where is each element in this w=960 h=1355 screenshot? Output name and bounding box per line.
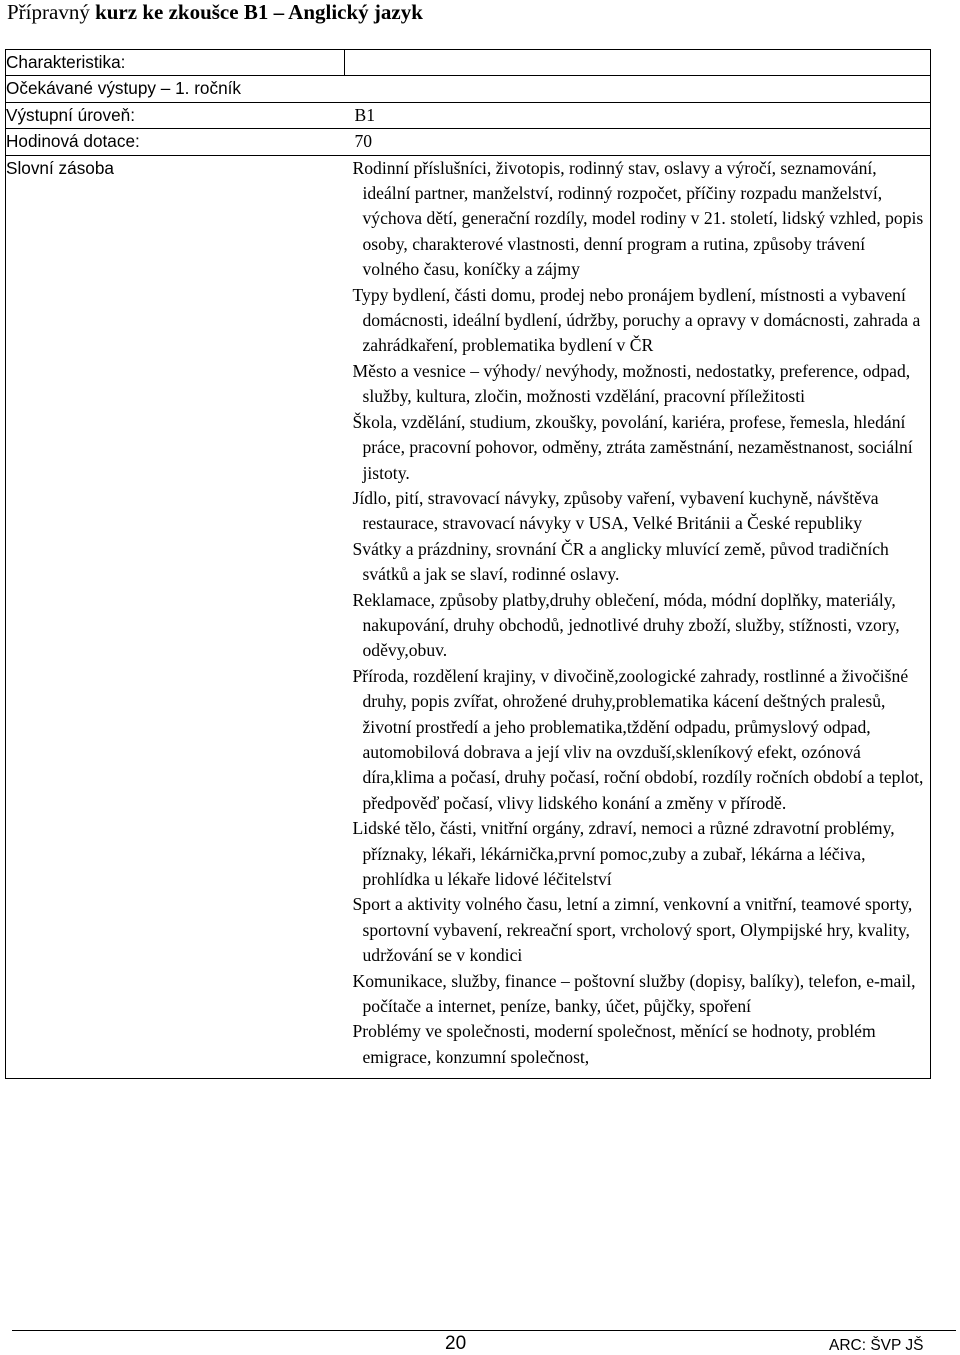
level-label-cell [6,102,345,128]
vocab-item-town: Město a vesnice – výhody/ nevýhody, možnosti, nedostatky, preference, odpad, služby, kultura, zločin, možnosti vzdělání, pracovní příležitosti [352,360,911,407]
document-title [7,0,423,26]
vocab-item-school: Škola, vzdělání, studium, zkoušky, povolání, kariéra, profese, řemesla, hledání práce, pracovní pohovor, odměny, ztráta zaměstnání, nezaměstnanost, sociální jistoty. [352,411,913,483]
vocab-item-sport: Sport a aktivity volného času, letní a zimní, venkovní a vnitřní, teamové sporty, sportovní vybavení, rekreační sport, vrcholový sport, Olympijské hry, kvality, udržování se v kondici [352,894,913,966]
level-value-cell [345,102,931,128]
vocab-item-society: Problémy ve společnosti, moderní společnost, měnící se hodnoty, problém emigrace, konzumní společnost, [352,1021,876,1067]
vocab-item-shopping: Reklamace, způsoby platby,druhy oblečení, móda, módní doplňky, materiály, nakupování, druhy obchodů, jednotlivé druhy zboží, služby, stížnosti, vzory, oděvy,obuv. [352,589,900,661]
characteristic-label-cell [6,50,345,76]
vocab-item-housing: Typy bydlení, části domu, prodej nebo pronájem bydlení, místnosti a vybavení domácnosti, ideální bydlení, údržby, poruchy a opravy v domácnosti, zahrada a zahrádkaření, problematika bydlení v ČR [352,284,921,356]
row-characteristic [6,50,931,76]
level-value: B1 [354,104,376,125]
title-bold: kurz ke zkoušce B1 – Anglický jazyk [95,0,423,24]
vocab-item-holidays: Svátky a prázdniny, srovnání ČR a anglicky mluvící země, původ tradičních svátků a jak se slaví, rodinné oslavy. [352,538,889,585]
row-outcomes [6,76,931,102]
row-level [6,102,931,128]
vocab-item-nature: Příroda, rozdělení krajiny, v divočině,zoologické zahrady, rostlinné a živočišné druhy, popis zvířat, ohrožené druhy,problematika kácení deštných pralesů, životní prostředí a jeho problematika,tždění odpadu, průmyslový odpad, automobilová dobrava a její vliv na ovzduší,skleníkový efekt, ozónová díra,klima a počasí, druhy počasí, roční období, rozdíly ročních období a teplot, předpověď počasí, vlivy lidského konání a změny v přírodě. [352,665,924,813]
characteristic-value-cell [345,50,931,76]
vocab-item-family: Rodinní příslušníci, životopis, rodinný stav, oslavy a výročí, seznamování, ideální partner, manželství, rodinný rozpočet, příčiny rozpadu manželství, výchova dětí, generační rozdíly, model rodiny v 21. století, lidský vzhled, popis osoby, charakterové vlastnosti, denní program a rutina, způsoby trávení volného času, koníčky a zájmy [352,157,924,280]
vocab-label-cell [6,155,345,1079]
characteristic-label: Charakteristika: [6,52,126,72]
vocab-item-communication: Komunikace, služby, finance – poštovní služby (dopisy, balíky), telefon, e-mail, počítače a internet, peníze, banky, účet, půjčky, spoření [352,970,916,1017]
vocab-item-health: Lidské tělo, části, vnitřní orgány, zdraví, nemoci a různé zdravotní problémy, příznaky, lékaři, lékárnička,první pomoc,zuby a zubař, lékárna a léčiva, prohlídka u lékaře lidové léčitelství [352,818,895,889]
page-number: 20 [445,1333,467,1354]
level-label: Výstupní úroveň: [6,104,135,125]
footer-document-code: ARC: ŠVP JŠ [829,1337,924,1354]
outcomes-label-cell [6,76,345,102]
row-hours [6,129,931,155]
hours-value: 70 [354,131,373,152]
outcomes-label: Očekávané výstupy – 1. ročník [6,78,242,99]
title-prefix: Přípravný [7,0,90,24]
vocab-content-cell [345,155,931,1079]
footer-divider [12,1330,956,1331]
vocab-item-food: Jídlo, pití, stravovací návyky, způsoby vaření, vybavení kuchyně, návštěva restaurace, stravovací návyky v USA, Velké Británii a České republiky [352,487,879,534]
hours-label-cell [6,129,345,155]
course-table [5,49,931,1079]
hours-label: Hodinová dotace: [6,131,140,152]
vocab-label: Slovní zásoba [6,157,114,178]
hours-value-cell [345,129,931,155]
row-vocabulary [6,155,931,1079]
outcomes-value-cell [345,76,931,102]
